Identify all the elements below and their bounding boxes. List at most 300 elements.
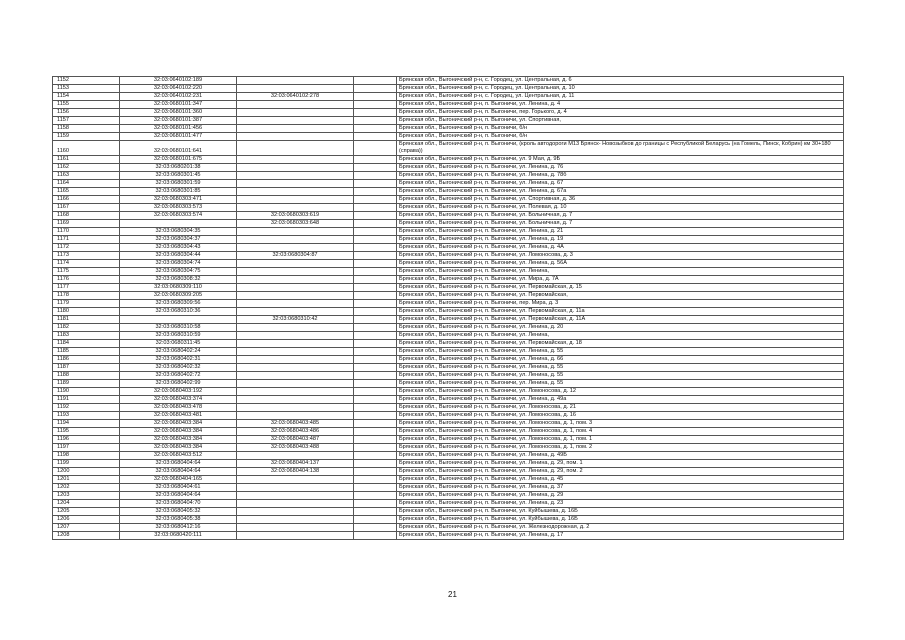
- row-number-cell: 1191: [53, 396, 120, 404]
- row-number-cell: 1194: [53, 420, 120, 428]
- cadastral-number-cell: 32:03:0680101:456: [120, 125, 237, 133]
- table-row: [53, 516, 844, 524]
- related-cadastral-number-cell: [237, 77, 354, 85]
- empty-cell: [354, 156, 397, 164]
- empty-cell: [354, 484, 397, 492]
- cadastral-number-cell: 32:03:0640102:231: [120, 93, 237, 101]
- related-cadastral-number-cell: [237, 484, 354, 492]
- cadastral-number-cell: 32:03:0680303:574: [120, 212, 237, 220]
- table-row: [53, 532, 844, 540]
- address-cell: Брянская обл., Выгоничский р-н, п. Выгоничи, ул. Ленина, д. 37: [397, 484, 844, 492]
- related-cadastral-number-cell: [237, 188, 354, 196]
- related-cadastral-number-cell: [237, 228, 354, 236]
- empty-cell: [354, 364, 397, 372]
- related-cadastral-number-cell: [237, 133, 354, 141]
- row-number-cell: 1200: [53, 468, 120, 476]
- related-cadastral-number-cell: [237, 156, 354, 164]
- row-number-cell: 1178: [53, 292, 120, 300]
- address-cell: Брянская обл., Выгоничский р-н, п. Выгоничи, ул. Мира, д. 7А: [397, 276, 844, 284]
- empty-cell: [354, 228, 397, 236]
- address-cell: Брянская обл., Выгоничский р-н, п. Выгоничи, ул. Ленина, д. 49а: [397, 396, 844, 404]
- empty-cell: [354, 109, 397, 117]
- row-number-cell: 1161: [53, 156, 120, 164]
- table-row: [53, 212, 844, 220]
- table-row: [53, 412, 844, 420]
- row-number-cell: 1189: [53, 380, 120, 388]
- empty-cell: [354, 93, 397, 101]
- cadastral-number-cell: 32:03:0680101:360: [120, 109, 237, 117]
- address-cell: Брянская обл., Выгоничский р-н, п. Выгоничи, ул. Ленина, д. 49Б: [397, 452, 844, 460]
- related-cadastral-number-cell: [237, 380, 354, 388]
- row-number-cell: 1159: [53, 133, 120, 141]
- related-cadastral-number-cell: [237, 172, 354, 180]
- cadastral-number-cell: 32:03:0680310:59: [120, 332, 237, 340]
- empty-cell: [354, 77, 397, 85]
- registry-table: [52, 76, 844, 540]
- table-row: [53, 308, 844, 316]
- cadastral-number-cell: 32:03:0680403:374: [120, 396, 237, 404]
- empty-cell: [354, 188, 397, 196]
- cadastral-number-cell: 32:03:0680101:347: [120, 101, 237, 109]
- cadastral-number-cell: 32:03:0680311:45: [120, 340, 237, 348]
- related-cadastral-number-cell: [237, 332, 354, 340]
- table-row: [53, 500, 844, 508]
- address-cell: Брянская обл., Выгоничский р-н, п. Выгоничи, ул. Ленина, д. 56А: [397, 260, 844, 268]
- row-number-cell: 1156: [53, 109, 120, 117]
- related-cadastral-number-cell: 32:03:0680404:137: [237, 460, 354, 468]
- address-cell: Брянская обл., Выгоничский р-н, п. Выгоничи, ул. Ленина, д. 17: [397, 532, 844, 540]
- row-number-cell: 1153: [53, 85, 120, 93]
- address-cell: Брянская обл., Выгоничский р-н, п. Выгоничи, ул. Ленина, д. 55: [397, 380, 844, 388]
- row-number-cell: 1188: [53, 372, 120, 380]
- empty-cell: [354, 308, 397, 316]
- table-row: [53, 196, 844, 204]
- table-row: [53, 188, 844, 196]
- cadastral-number-cell: 32:03:0640102:220: [120, 85, 237, 93]
- row-number-cell: 1182: [53, 324, 120, 332]
- address-cell: Брянская обл., Выгоничский р-н, п. Выгоничи, ул. Ломоносова, д. 1, пом. 3: [397, 420, 844, 428]
- cadastral-number-cell: 32:03:0680403:192: [120, 388, 237, 396]
- cadastral-number-cell: 32:03:0680301:45: [120, 172, 237, 180]
- related-cadastral-number-cell: [237, 196, 354, 204]
- empty-cell: [354, 196, 397, 204]
- empty-cell: [354, 492, 397, 500]
- related-cadastral-number-cell: [237, 324, 354, 332]
- related-cadastral-number-cell: 32:03:0680403:488: [237, 444, 354, 452]
- related-cadastral-number-cell: [237, 125, 354, 133]
- address-cell: Брянская обл., Выгоничский р-н, п. Выгоничи, ул. Полевая, д. 10: [397, 204, 844, 212]
- row-number-cell: 1196: [53, 436, 120, 444]
- row-number-cell: 1165: [53, 188, 120, 196]
- table-row: [53, 484, 844, 492]
- row-number-cell: 1170: [53, 228, 120, 236]
- cadastral-number-cell: 32:03:0680310:58: [120, 324, 237, 332]
- table-row: [53, 428, 844, 436]
- empty-cell: [354, 452, 397, 460]
- related-cadastral-number-cell: [237, 276, 354, 284]
- address-cell: Брянская обл., Выгоничский р-н, п. Выгоничи, ул. Спортивная, д. 36: [397, 196, 844, 204]
- cadastral-number-cell: 32:03:0680402:99: [120, 380, 237, 388]
- empty-cell: [354, 380, 397, 388]
- empty-cell: [354, 412, 397, 420]
- empty-cell: [354, 244, 397, 252]
- row-number-cell: 1183: [53, 332, 120, 340]
- address-cell: Брянская обл., Выгоничский р-н, п. Выгоничи, б/н: [397, 125, 844, 133]
- related-cadastral-number-cell: [237, 532, 354, 540]
- related-cadastral-number-cell: [237, 244, 354, 252]
- cadastral-number-cell: 32:03:0680304:37: [120, 236, 237, 244]
- empty-cell: [354, 85, 397, 93]
- address-cell: Брянская обл., Выгоничский р-н, п. Выгоничи, ул. Первомайская, д. 11а: [397, 308, 844, 316]
- empty-cell: [354, 508, 397, 516]
- related-cadastral-number-cell: [237, 404, 354, 412]
- row-number-cell: 1181: [53, 316, 120, 324]
- address-cell: Брянская обл., Выгоничский р-н, п. Выгоничи, пер. Горького, д. 4: [397, 109, 844, 117]
- address-cell: Брянская обл., Выгоничский р-н, п. Выгоничи, ул. 9 Мая, д. 9Б: [397, 156, 844, 164]
- cadastral-number-cell: 32:03:0680412:16: [120, 524, 237, 532]
- related-cadastral-number-cell: [237, 109, 354, 117]
- related-cadastral-number-cell: 32:03:0680303:619: [237, 212, 354, 220]
- cadastral-number-cell: 32:03:0680403:384: [120, 420, 237, 428]
- row-number-cell: 1175: [53, 268, 120, 276]
- address-cell: Брянская обл., Выгоничский р-н, п. Выгоничи, ул. Спортивная,: [397, 117, 844, 125]
- table-row: [53, 404, 844, 412]
- address-cell: Брянская обл., Выгоничский р-н, п. Выгоничи, ул. Первомайская, д. 15: [397, 284, 844, 292]
- table-row: [53, 109, 844, 117]
- address-cell: Брянская обл., Выгоничский р-н, п. Выгоничи, ул. Ленина, д. 4: [397, 101, 844, 109]
- cadastral-number-cell: 32:03:0680402:31: [120, 356, 237, 364]
- related-cadastral-number-cell: 32:03:0640102:278: [237, 93, 354, 101]
- row-number-cell: 1204: [53, 500, 120, 508]
- table-row: [53, 316, 844, 324]
- empty-cell: [354, 300, 397, 308]
- page-number: 21: [448, 590, 457, 599]
- address-cell: Брянская обл., Выгоничский р-н, п. Выгоничи, пер. Мира, д. 3: [397, 300, 844, 308]
- row-number-cell: 1157: [53, 117, 120, 125]
- empty-cell: [354, 268, 397, 276]
- address-cell: Брянская обл., Выгоничский р-н, п. Выгоничи, ул. Ломоносова, д. 3: [397, 252, 844, 260]
- related-cadastral-number-cell: [237, 117, 354, 125]
- related-cadastral-number-cell: [237, 236, 354, 244]
- table-row: [53, 117, 844, 125]
- empty-cell: [354, 420, 397, 428]
- address-cell: Брянская обл., Выгоничский р-н, п. Выгоничи, б/н: [397, 133, 844, 141]
- table-row: [53, 93, 844, 101]
- table-row: [53, 204, 844, 212]
- address-cell: Брянская обл., Выгоничский р-н, п. Выгоничи, ул. Первомайская, д. 18: [397, 340, 844, 348]
- address-cell: Брянская обл., Выгоничский р-н, п. Выгоничи, ул. Ленина, д. 29, пом. 1: [397, 460, 844, 468]
- row-number-cell: 1167: [53, 204, 120, 212]
- table-row: [53, 276, 844, 284]
- address-cell: Брянская обл., Выгоничский р-н, п. Выгоничи, ул. Ломоносова, д. 1, пом. 2: [397, 444, 844, 452]
- address-cell: Брянская обл., Выгоничский р-н, п. Выгоничи, ул. Ленина, д. 66: [397, 356, 844, 364]
- related-cadastral-number-cell: [237, 500, 354, 508]
- table-row: [53, 468, 844, 476]
- related-cadastral-number-cell: [237, 508, 354, 516]
- address-cell: Брянская обл., Выгоничский р-н, п. Выгоничи, ул. Ломоносова, д. 12: [397, 388, 844, 396]
- row-number-cell: 1166: [53, 196, 120, 204]
- table-row: [53, 372, 844, 380]
- empty-cell: [354, 532, 397, 540]
- related-cadastral-number-cell: [237, 452, 354, 460]
- related-cadastral-number-cell: [237, 476, 354, 484]
- address-cell: Брянская обл., Выгоничский р-н, п. Выгоничи, ул. Ленина, д. 45: [397, 476, 844, 484]
- row-number-cell: 1192: [53, 404, 120, 412]
- table-row: [53, 364, 844, 372]
- address-cell: Брянская обл., Выгоничский р-н, п. Выгоничи, ул. Ленина, д. 67: [397, 180, 844, 188]
- row-number-cell: 1190: [53, 388, 120, 396]
- empty-cell: [354, 316, 397, 324]
- table-row: [53, 476, 844, 484]
- cadastral-number-cell: 32:03:0680301:59: [120, 180, 237, 188]
- row-number-cell: 1179: [53, 300, 120, 308]
- cadastral-number-cell: 32:03:0680402:32: [120, 364, 237, 372]
- cadastral-number-cell: 32:03:0680309:56: [120, 300, 237, 308]
- table-row: [53, 460, 844, 468]
- row-number-cell: 1186: [53, 356, 120, 364]
- empty-cell: [354, 436, 397, 444]
- address-cell: Брянская обл., Выгоничский р-н, с. Городец, ул. Центральная, д. 10: [397, 85, 844, 93]
- related-cadastral-number-cell: [237, 284, 354, 292]
- empty-cell: [354, 460, 397, 468]
- row-number-cell: 1163: [53, 172, 120, 180]
- address-cell: Брянская обл., Выгоничский р-н, п. Выгоничи, ул. Куйбышева, д. 16Б: [397, 516, 844, 524]
- table-row: [53, 300, 844, 308]
- address-cell: Брянская обл., Выгоничский р-н, п. Выгоничи, ул. Первомайская, д. 11А: [397, 316, 844, 324]
- row-number-cell: 1169: [53, 220, 120, 228]
- table-row: [53, 452, 844, 460]
- related-cadastral-number-cell: [237, 516, 354, 524]
- address-cell: Брянская обл., Выгоничский р-н, п. Выгоничи, ул. Ломоносова, д. 16: [397, 412, 844, 420]
- cadastral-number-cell: 32:03:0680301:85: [120, 188, 237, 196]
- address-cell: Брянская обл., Выгоничский р-н, п. Выгоничи, ул. Ленина, д. 19: [397, 236, 844, 244]
- cadastral-number-cell: 32:03:0680404:64: [120, 460, 237, 468]
- empty-cell: [354, 516, 397, 524]
- registry-table-body: [53, 77, 844, 540]
- empty-cell: [354, 476, 397, 484]
- cadastral-number-cell: 32:03:0680404:165: [120, 476, 237, 484]
- table-row: [53, 444, 844, 452]
- related-cadastral-number-cell: [237, 141, 354, 156]
- table-row: [53, 492, 844, 500]
- empty-cell: [354, 133, 397, 141]
- address-cell: Брянская обл., Выгоничский р-н, п. Выгоничи, (кроль автодороги М13 Брянск- Новозыбков до границы с Республикой Беларусь (на Гомель, Пинск, Кобрин) км 30+180 (справа)): [397, 141, 844, 156]
- cadastral-number-cell: 32:03:0680201:38: [120, 164, 237, 172]
- address-cell: Брянская обл., Выгоничский р-н, с. Городец, ул. Центральная, д. 11: [397, 93, 844, 101]
- empty-cell: [354, 444, 397, 452]
- row-number-cell: 1152: [53, 77, 120, 85]
- row-number-cell: 1171: [53, 236, 120, 244]
- cadastral-number-cell: 32:03:0680310:36: [120, 308, 237, 316]
- table-row: [53, 133, 844, 141]
- empty-cell: [354, 236, 397, 244]
- cadastral-number-cell: 32:03:0680403:384: [120, 444, 237, 452]
- row-number-cell: 1154: [53, 93, 120, 101]
- cadastral-number-cell: 32:03:0680304:35: [120, 228, 237, 236]
- related-cadastral-number-cell: [237, 260, 354, 268]
- row-number-cell: 1155: [53, 101, 120, 109]
- address-cell: Брянская обл., Выгоничский р-н, п. Выгоничи, ул. Больничная, д. 7: [397, 212, 844, 220]
- cadastral-number-cell: 32:03:0680101:387: [120, 117, 237, 125]
- empty-cell: [354, 260, 397, 268]
- table-row: [53, 348, 844, 356]
- cadastral-number-cell: 32:03:0680304:44: [120, 252, 237, 260]
- empty-cell: [354, 180, 397, 188]
- related-cadastral-number-cell: [237, 396, 354, 404]
- empty-cell: [354, 204, 397, 212]
- table-row: [53, 524, 844, 532]
- table-row: [53, 236, 844, 244]
- cadastral-number-cell: 32:03:0680404:70: [120, 500, 237, 508]
- related-cadastral-number-cell: 32:03:0680303:648: [237, 220, 354, 228]
- row-number-cell: 1174: [53, 260, 120, 268]
- address-cell: Брянская обл., Выгоничский р-н, п. Выгоничи, ул. Ленина, д. 29: [397, 492, 844, 500]
- cadastral-number-cell: 32:03:0680404:64: [120, 492, 237, 500]
- table-row: [53, 388, 844, 396]
- row-number-cell: 1177: [53, 284, 120, 292]
- address-cell: Брянская обл., Выгоничский р-н, п. Выгоничи, ул. Ломоносова, д. 1, пом. 1: [397, 436, 844, 444]
- address-cell: Брянская обл., Выгоничский р-н, п. Выгоничи, ул. Ленина, д. 78б: [397, 172, 844, 180]
- table-row: [53, 156, 844, 164]
- cadastral-number-cell: 32:03:0680309:205: [120, 292, 237, 300]
- address-cell: Брянская обл., Выгоничский р-н, п. Выгоничи, ул. Ленина, д. 29, пом. 2: [397, 468, 844, 476]
- empty-cell: [354, 404, 397, 412]
- table-row: [53, 396, 844, 404]
- empty-cell: [354, 284, 397, 292]
- row-number-cell: 1160: [53, 141, 120, 156]
- table-row: [53, 125, 844, 133]
- related-cadastral-number-cell: 32:03:0680404:138: [237, 468, 354, 476]
- cadastral-number-cell: [120, 220, 237, 228]
- cadastral-number-cell: 32:03:0680405:32: [120, 508, 237, 516]
- empty-cell: [354, 340, 397, 348]
- cadastral-number-cell: 32:03:0680420:111: [120, 532, 237, 540]
- table-row: [53, 436, 844, 444]
- cadastral-number-cell: 32:03:0680309:110: [120, 284, 237, 292]
- related-cadastral-number-cell: [237, 372, 354, 380]
- address-cell: Брянская обл., Выгоничский р-н, п. Выгоничи, ул. Первомайская,: [397, 292, 844, 300]
- table-row: [53, 332, 844, 340]
- row-number-cell: 1168: [53, 212, 120, 220]
- empty-cell: [354, 348, 397, 356]
- cadastral-number-cell: 32:03:0680308:32: [120, 276, 237, 284]
- empty-cell: [354, 396, 397, 404]
- address-cell: Брянская обл., Выгоничский р-н, п. Выгоничи, ул. Ленина, д. 67а: [397, 188, 844, 196]
- related-cadastral-number-cell: [237, 180, 354, 188]
- row-number-cell: 1187: [53, 364, 120, 372]
- cadastral-number-cell: 32:03:0680303:471: [120, 196, 237, 204]
- address-cell: Брянская обл., Выгоничский р-н, п. Выгоничи, ул. Ленина,: [397, 268, 844, 276]
- row-number-cell: 1199: [53, 460, 120, 468]
- table-row: [53, 420, 844, 428]
- row-number-cell: 1202: [53, 484, 120, 492]
- table-row: [53, 380, 844, 388]
- empty-cell: [354, 172, 397, 180]
- related-cadastral-number-cell: [237, 492, 354, 500]
- row-number-cell: 1180: [53, 308, 120, 316]
- related-cadastral-number-cell: [237, 364, 354, 372]
- related-cadastral-number-cell: 32:03:0680403:486: [237, 428, 354, 436]
- table-row: [53, 220, 844, 228]
- cadastral-number-cell: 32:03:0680404:64: [120, 468, 237, 476]
- cadastral-number-cell: 32:03:0680403:512: [120, 452, 237, 460]
- empty-cell: [354, 388, 397, 396]
- address-cell: Брянская обл., Выгоничский р-н, п. Выгоничи, ул. Ленина, д. 55: [397, 348, 844, 356]
- empty-cell: [354, 332, 397, 340]
- table-row: [53, 85, 844, 93]
- empty-cell: [354, 468, 397, 476]
- cadastral-number-cell: 32:03:0680403:481: [120, 412, 237, 420]
- empty-cell: [354, 428, 397, 436]
- table-row: [53, 244, 844, 252]
- row-number-cell: 1158: [53, 125, 120, 133]
- cadastral-number-cell: 32:03:0680304:43: [120, 244, 237, 252]
- related-cadastral-number-cell: 32:03:0680310:42: [237, 316, 354, 324]
- cadastral-number-cell: 32:03:0680101:477: [120, 133, 237, 141]
- cadastral-number-cell: 32:03:0680303:573: [120, 204, 237, 212]
- row-number-cell: 1193: [53, 412, 120, 420]
- address-cell: Брянская обл., Выгоничский р-н, с. Городец, ул. Центральная, д. 6: [397, 77, 844, 85]
- empty-cell: [354, 141, 397, 156]
- related-cadastral-number-cell: [237, 308, 354, 316]
- related-cadastral-number-cell: [237, 85, 354, 93]
- empty-cell: [354, 220, 397, 228]
- empty-cell: [354, 125, 397, 133]
- cadastral-number-cell: 32:03:0680304:74: [120, 260, 237, 268]
- row-number-cell: 1198: [53, 452, 120, 460]
- empty-cell: [354, 500, 397, 508]
- row-number-cell: 1185: [53, 348, 120, 356]
- table-row: [53, 268, 844, 276]
- table-row: [53, 141, 844, 156]
- row-number-cell: 1206: [53, 516, 120, 524]
- related-cadastral-number-cell: [237, 524, 354, 532]
- address-cell: Брянская обл., Выгоничский р-н, п. Выгоничи, ул. Ленина, д. 55: [397, 372, 844, 380]
- related-cadastral-number-cell: 32:03:0680403:487: [237, 436, 354, 444]
- address-cell: Брянская обл., Выгоничский р-н, п. Выгоничи, ул. Ленина, д. 23: [397, 500, 844, 508]
- empty-cell: [354, 164, 397, 172]
- related-cadastral-number-cell: [237, 348, 354, 356]
- cadastral-number-cell: 32:03:0680404:61: [120, 484, 237, 492]
- related-cadastral-number-cell: [237, 292, 354, 300]
- empty-cell: [354, 117, 397, 125]
- address-cell: Брянская обл., Выгоничский р-н, п. Выгоничи, ул. Железнодорожная, д. 2: [397, 524, 844, 532]
- address-cell: Брянская обл., Выгоничский р-н, п. Выгоничи, ул. Ломоносова, д. 1, пом. 4: [397, 428, 844, 436]
- row-number-cell: 1172: [53, 244, 120, 252]
- table-row: [53, 228, 844, 236]
- empty-cell: [354, 212, 397, 220]
- address-cell: Брянская обл., Выгоничский р-н, п. Выгоничи, ул. Ленина, д. 4А: [397, 244, 844, 252]
- empty-cell: [354, 324, 397, 332]
- cadastral-number-cell: 32:03:0680403:384: [120, 436, 237, 444]
- cadastral-number-cell: 32:03:0680101:641: [120, 141, 237, 156]
- row-number-cell: 1208: [53, 532, 120, 540]
- cadastral-number-cell: 32:03:0680402:72: [120, 372, 237, 380]
- empty-cell: [354, 252, 397, 260]
- related-cadastral-number-cell: [237, 388, 354, 396]
- address-cell: Брянская обл., Выгоничский р-н, п. Выгоничи, ул. Больничная, д. 7: [397, 220, 844, 228]
- row-number-cell: 1205: [53, 508, 120, 516]
- cadastral-number-cell: 32:03:0680304:75: [120, 268, 237, 276]
- empty-cell: [354, 372, 397, 380]
- empty-cell: [354, 292, 397, 300]
- cadastral-number-cell: 32:03:0680405:38: [120, 516, 237, 524]
- row-number-cell: 1203: [53, 492, 120, 500]
- table-row: [53, 324, 844, 332]
- cadastral-number-cell: 32:03:0680403:478: [120, 404, 237, 412]
- related-cadastral-number-cell: [237, 340, 354, 348]
- cadastral-number-cell: [120, 316, 237, 324]
